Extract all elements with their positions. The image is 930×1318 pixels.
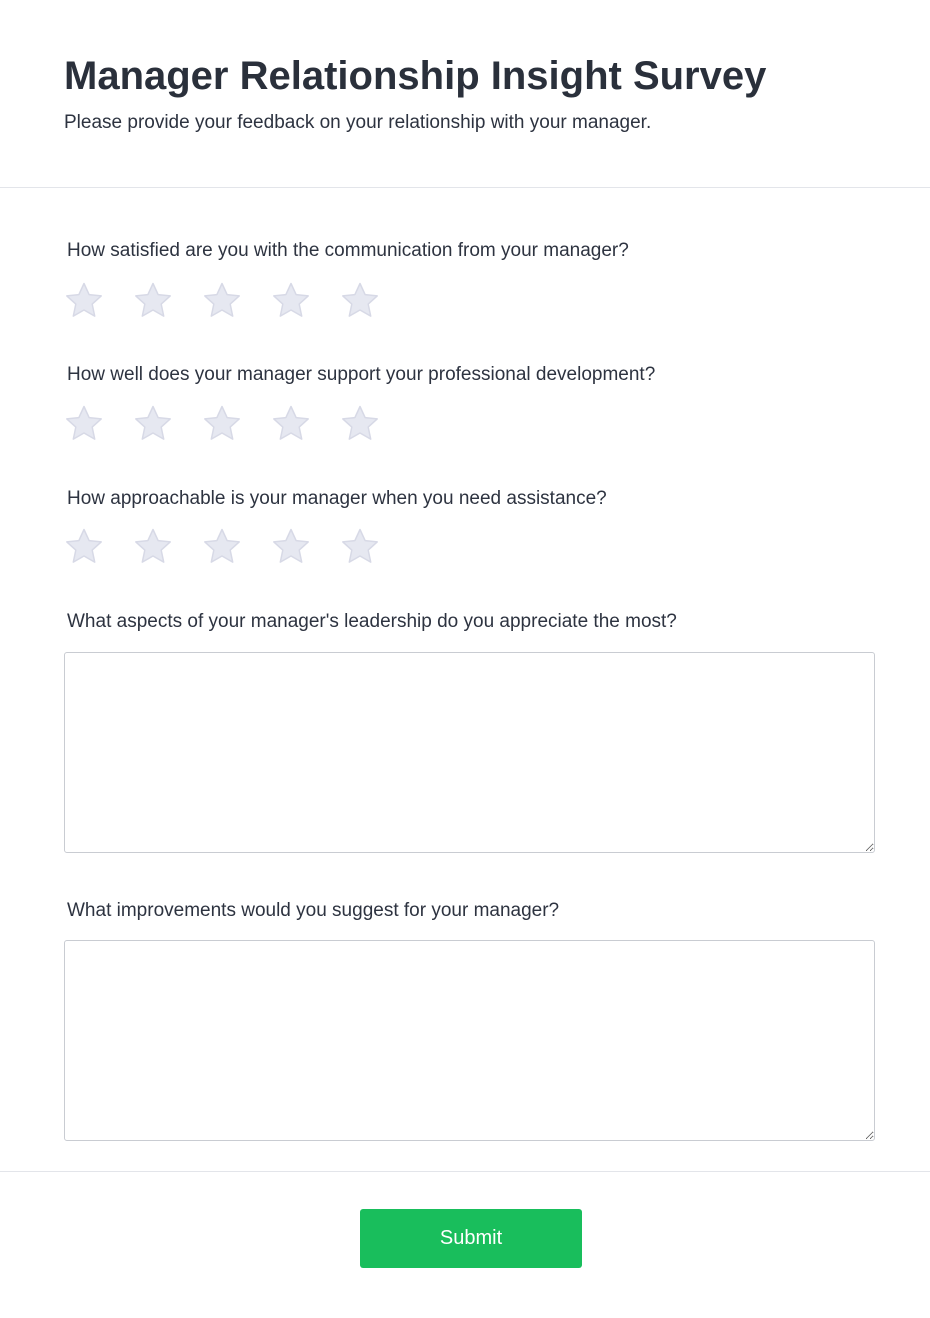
star-icon[interactable] [133, 527, 173, 567]
star-icon[interactable] [340, 404, 380, 444]
rating-question-communication: How satisfied are you with the communication from your manager? [67, 240, 629, 261]
star-icon[interactable] [133, 281, 173, 321]
rating-question-approachability: How approachable is your manager when you need assistance? [67, 488, 607, 509]
page-subtitle: Please provide your feedback on your relationship with your manager. [64, 112, 652, 133]
star-icon[interactable] [340, 527, 380, 567]
survey-header [0, 0, 930, 188]
star-rating-development [64, 404, 409, 444]
star-icon[interactable] [64, 404, 104, 444]
star-icon[interactable] [202, 281, 242, 321]
star-icon[interactable] [271, 281, 311, 321]
star-icon[interactable] [340, 281, 380, 321]
appreciation-textarea[interactable] [64, 652, 875, 853]
star-icon[interactable] [202, 527, 242, 567]
star-icon[interactable] [202, 404, 242, 444]
submit-button[interactable]: Submit [360, 1209, 582, 1268]
star-icon[interactable] [271, 527, 311, 567]
star-rating-communication [64, 281, 409, 321]
star-icon[interactable] [64, 527, 104, 567]
rating-question-development: How well does your manager support your professional development? [67, 364, 656, 385]
page-title: Manager Relationship Insight Survey [64, 54, 767, 98]
improvements-textarea[interactable] [64, 940, 875, 1141]
star-icon[interactable] [133, 404, 173, 444]
text-question-improvements: What improvements would you suggest for your manager? [67, 900, 560, 921]
star-rating-approachability [64, 527, 409, 567]
star-icon[interactable] [271, 404, 311, 444]
star-icon[interactable] [64, 281, 104, 321]
text-question-appreciation: What aspects of your manager's leadership do you appreciate the most? [67, 611, 677, 632]
